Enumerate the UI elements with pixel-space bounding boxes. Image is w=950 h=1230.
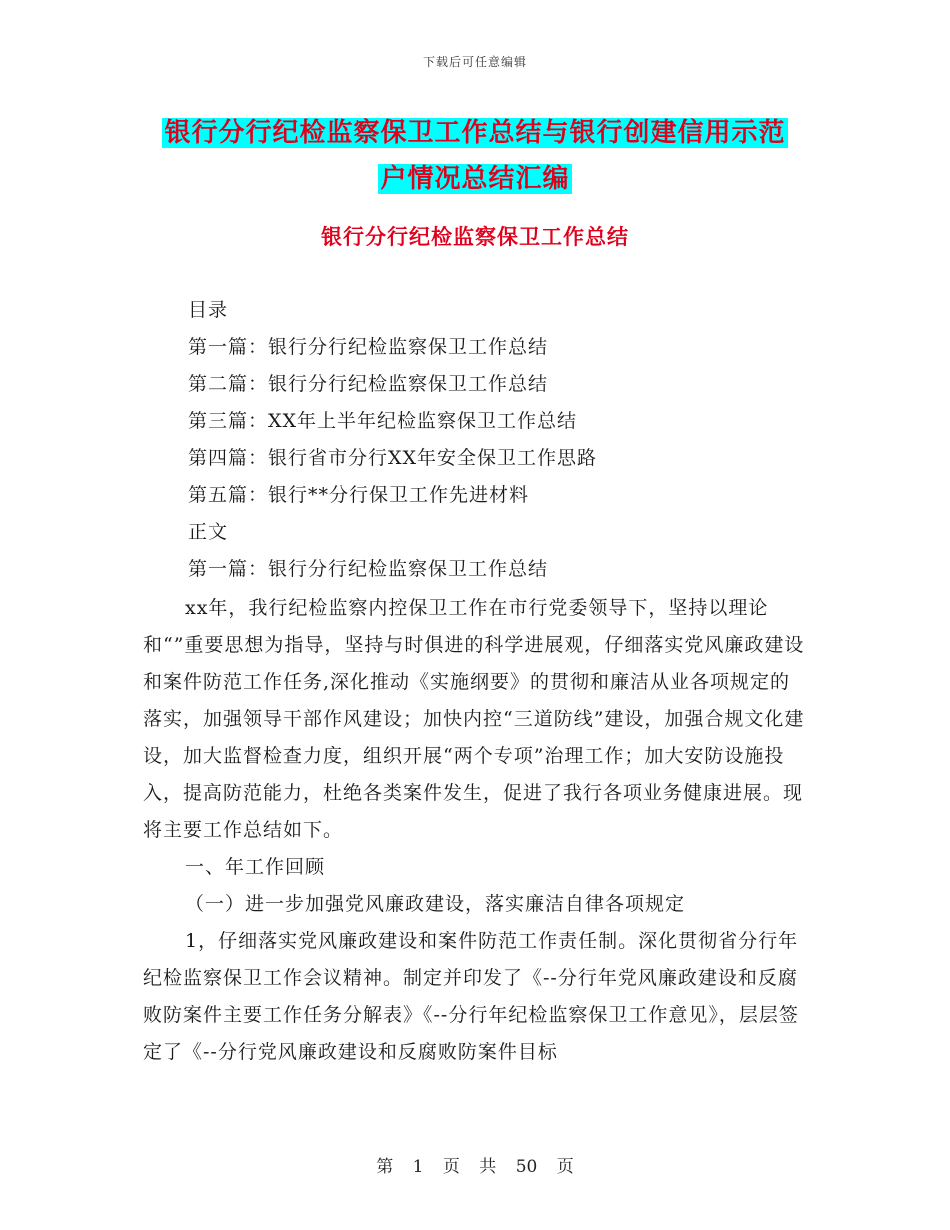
toc-item: 第五篇：银行**分行保卫工作先进材料 — [188, 484, 530, 506]
page-footer — [0, 1152, 950, 1177]
toc-heading: 目录 — [188, 299, 229, 321]
body-heading: 正文 — [188, 521, 229, 543]
footer-page-number: 1 — [412, 1157, 424, 1177]
first-section-heading: 第一篇：银行分行纪检监察保卫工作总结 — [188, 558, 549, 580]
toc-item: 第四篇：银行省市分行XX年安全保卫工作思路 — [188, 447, 598, 469]
section-heading: 一、年工作回顾 — [185, 856, 326, 878]
toc-item: 第三篇：XX年上半年纪检监察保卫工作总结 — [188, 410, 578, 432]
footer-page-label: 第 — [376, 1157, 394, 1177]
document-title-line1: 银行分行纪检监察保卫工作总结与银行创建信用示范 — [164, 118, 786, 148]
table-of-contents — [188, 292, 597, 588]
toc-item: 第二篇：银行分行纪检监察保卫工作总结 — [188, 373, 549, 395]
section-title: 银行分行纪检监察保卫工作总结 — [321, 225, 629, 249]
body-text — [143, 590, 808, 1071]
toc-item: 第一篇：银行分行纪检监察保卫工作总结 — [188, 336, 549, 358]
footer-page-unit: 页 — [442, 1157, 460, 1177]
document-title — [140, 110, 810, 202]
document-title-line2: 户情况总结汇编 — [380, 164, 570, 194]
header-note: 下载后可任意编辑 — [422, 55, 527, 69]
subsection-heading: （一）进一步加强党风廉政建设，落实廉洁自律各项规定 — [185, 893, 686, 915]
footer-total-label: 共 — [479, 1157, 497, 1177]
paragraph: 1，仔细落实党风廉政建设和案件防范工作责任制。深化贯彻省分行年纪检监察保卫工作会议精神。制定并印发了《--分行年党风廉政建设和反腐败防案件主要工作任务分解表》《--分行年纪检监察保卫工作意见》，层层签定了《--分行党风廉政建设和反腐败防案件目标 — [143, 930, 799, 1063]
footer-total-unit: 页 — [556, 1157, 574, 1177]
paragraph: xx年，我行纪检监察内控保卫工作在市行党委领导下，坚持以理论和“”重要思想为指导，坚持与时俱进的科学进展观，仔细落实党风廉政建设和案件防范工作任务,深化推动《实施纲要》的贯彻和廉洁从业各项规定的落实，加强领导干部作风建设；加快内控“三道防线”建设，加强合规文化建设，加大监督检查力度，组织开展“两个专项”治理工作；加大安防设施投入，提高防范能力，杜绝各类案件发生，促进了我行各项业务健康进展。现将主要工作总结如下。 — [143, 597, 805, 841]
footer-total-pages: 50 — [515, 1157, 538, 1177]
